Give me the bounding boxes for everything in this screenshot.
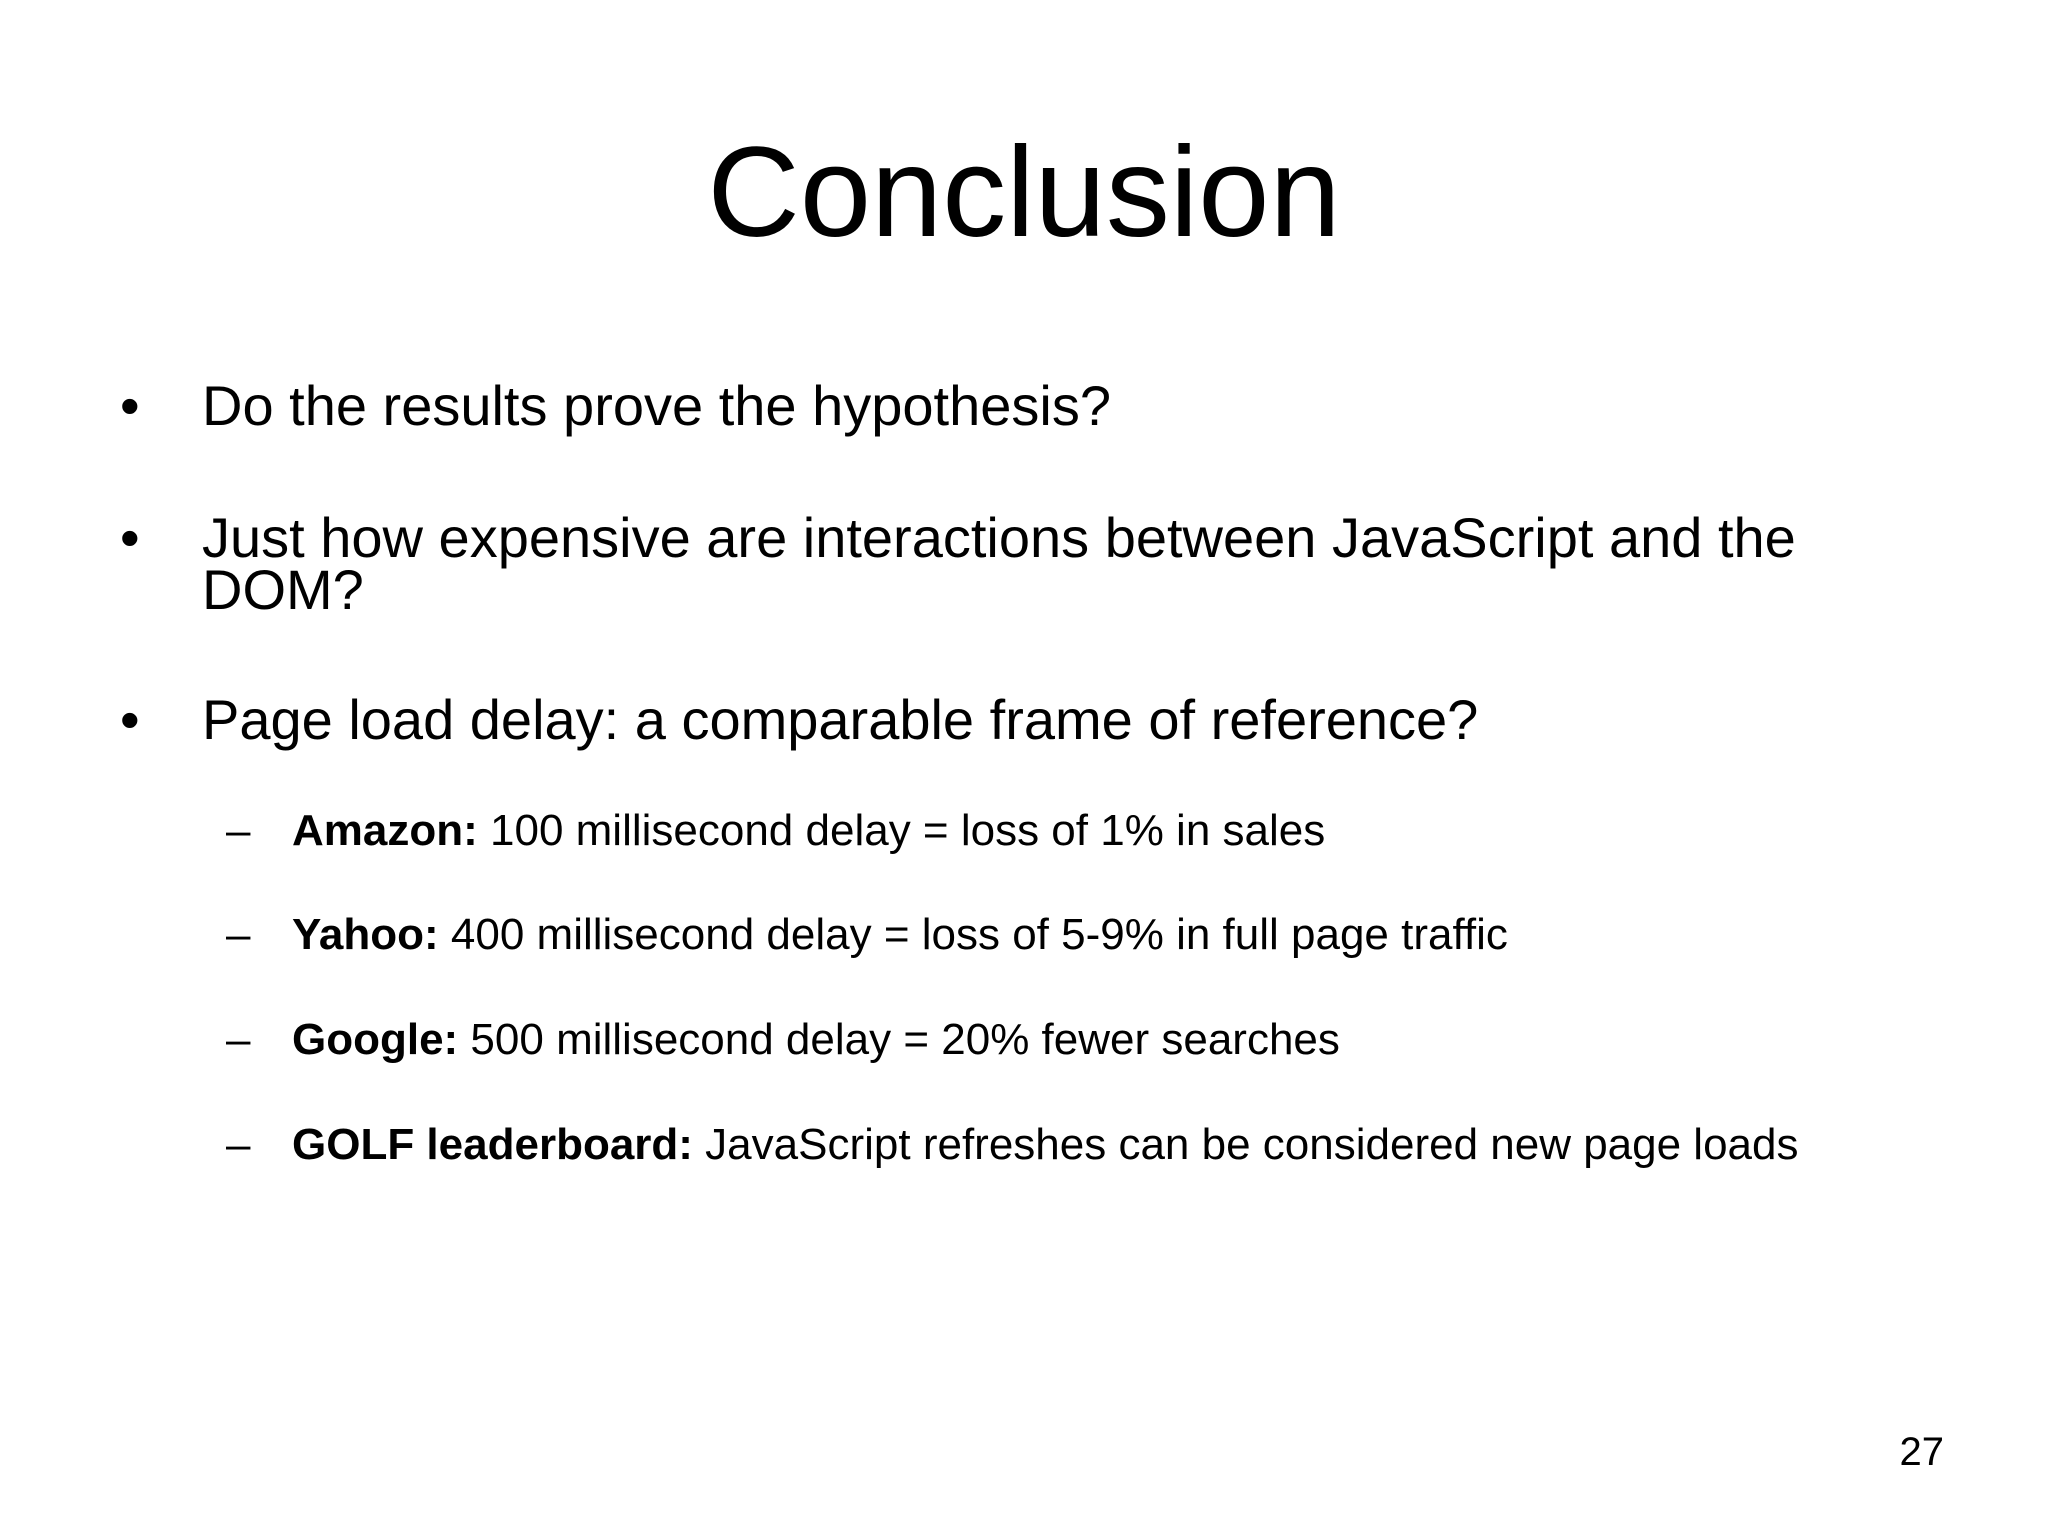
bullet-text: Just how expensive are interactions between JavaScript and the DOM? (202, 506, 1796, 621)
bullet-marker: • (120, 506, 140, 569)
sub-bullet-text: 400 millisecond delay = loss of 5-9% in full page traffic (438, 910, 1508, 959)
sub-bullet-label: GOLF leaderboard: (292, 1120, 693, 1169)
sub-bullet-marker: – (226, 910, 251, 959)
sub-bullet-marker: – (226, 1120, 251, 1169)
sub-bullet-content (292, 1120, 1992, 1170)
bullet-text: Page load delay: a comparable frame of reference? (202, 688, 1479, 751)
sub-bullet-label: Google: (292, 1015, 459, 1064)
sub-bullet-marker: – (226, 1015, 251, 1064)
bullet-marker: • (120, 688, 140, 751)
bullet-marker: • (120, 374, 140, 437)
slide-title: Conclusion (707, 121, 1341, 264)
sub-bullet-text: 500 millisecond delay = 20% fewer searches (458, 1015, 1340, 1064)
page-number: 27 (1899, 1430, 1944, 1474)
bullet-text: Do the results prove the hypothesis? (202, 374, 1111, 437)
sub-bullet-label: Yahoo: (292, 910, 439, 959)
sub-bullet-content (292, 910, 1992, 960)
sub-bullet-content (292, 1015, 1992, 1065)
sub-bullet-label: Amazon: (292, 806, 478, 855)
sub-bullet-text: JavaScript refreshes can be considered new page loads (692, 1120, 1799, 1169)
sub-bullet-content (292, 806, 1992, 856)
sub-bullet-marker: – (226, 806, 251, 855)
sub-bullet-text: 100 millisecond delay = loss of 1% in sales (477, 806, 1326, 855)
